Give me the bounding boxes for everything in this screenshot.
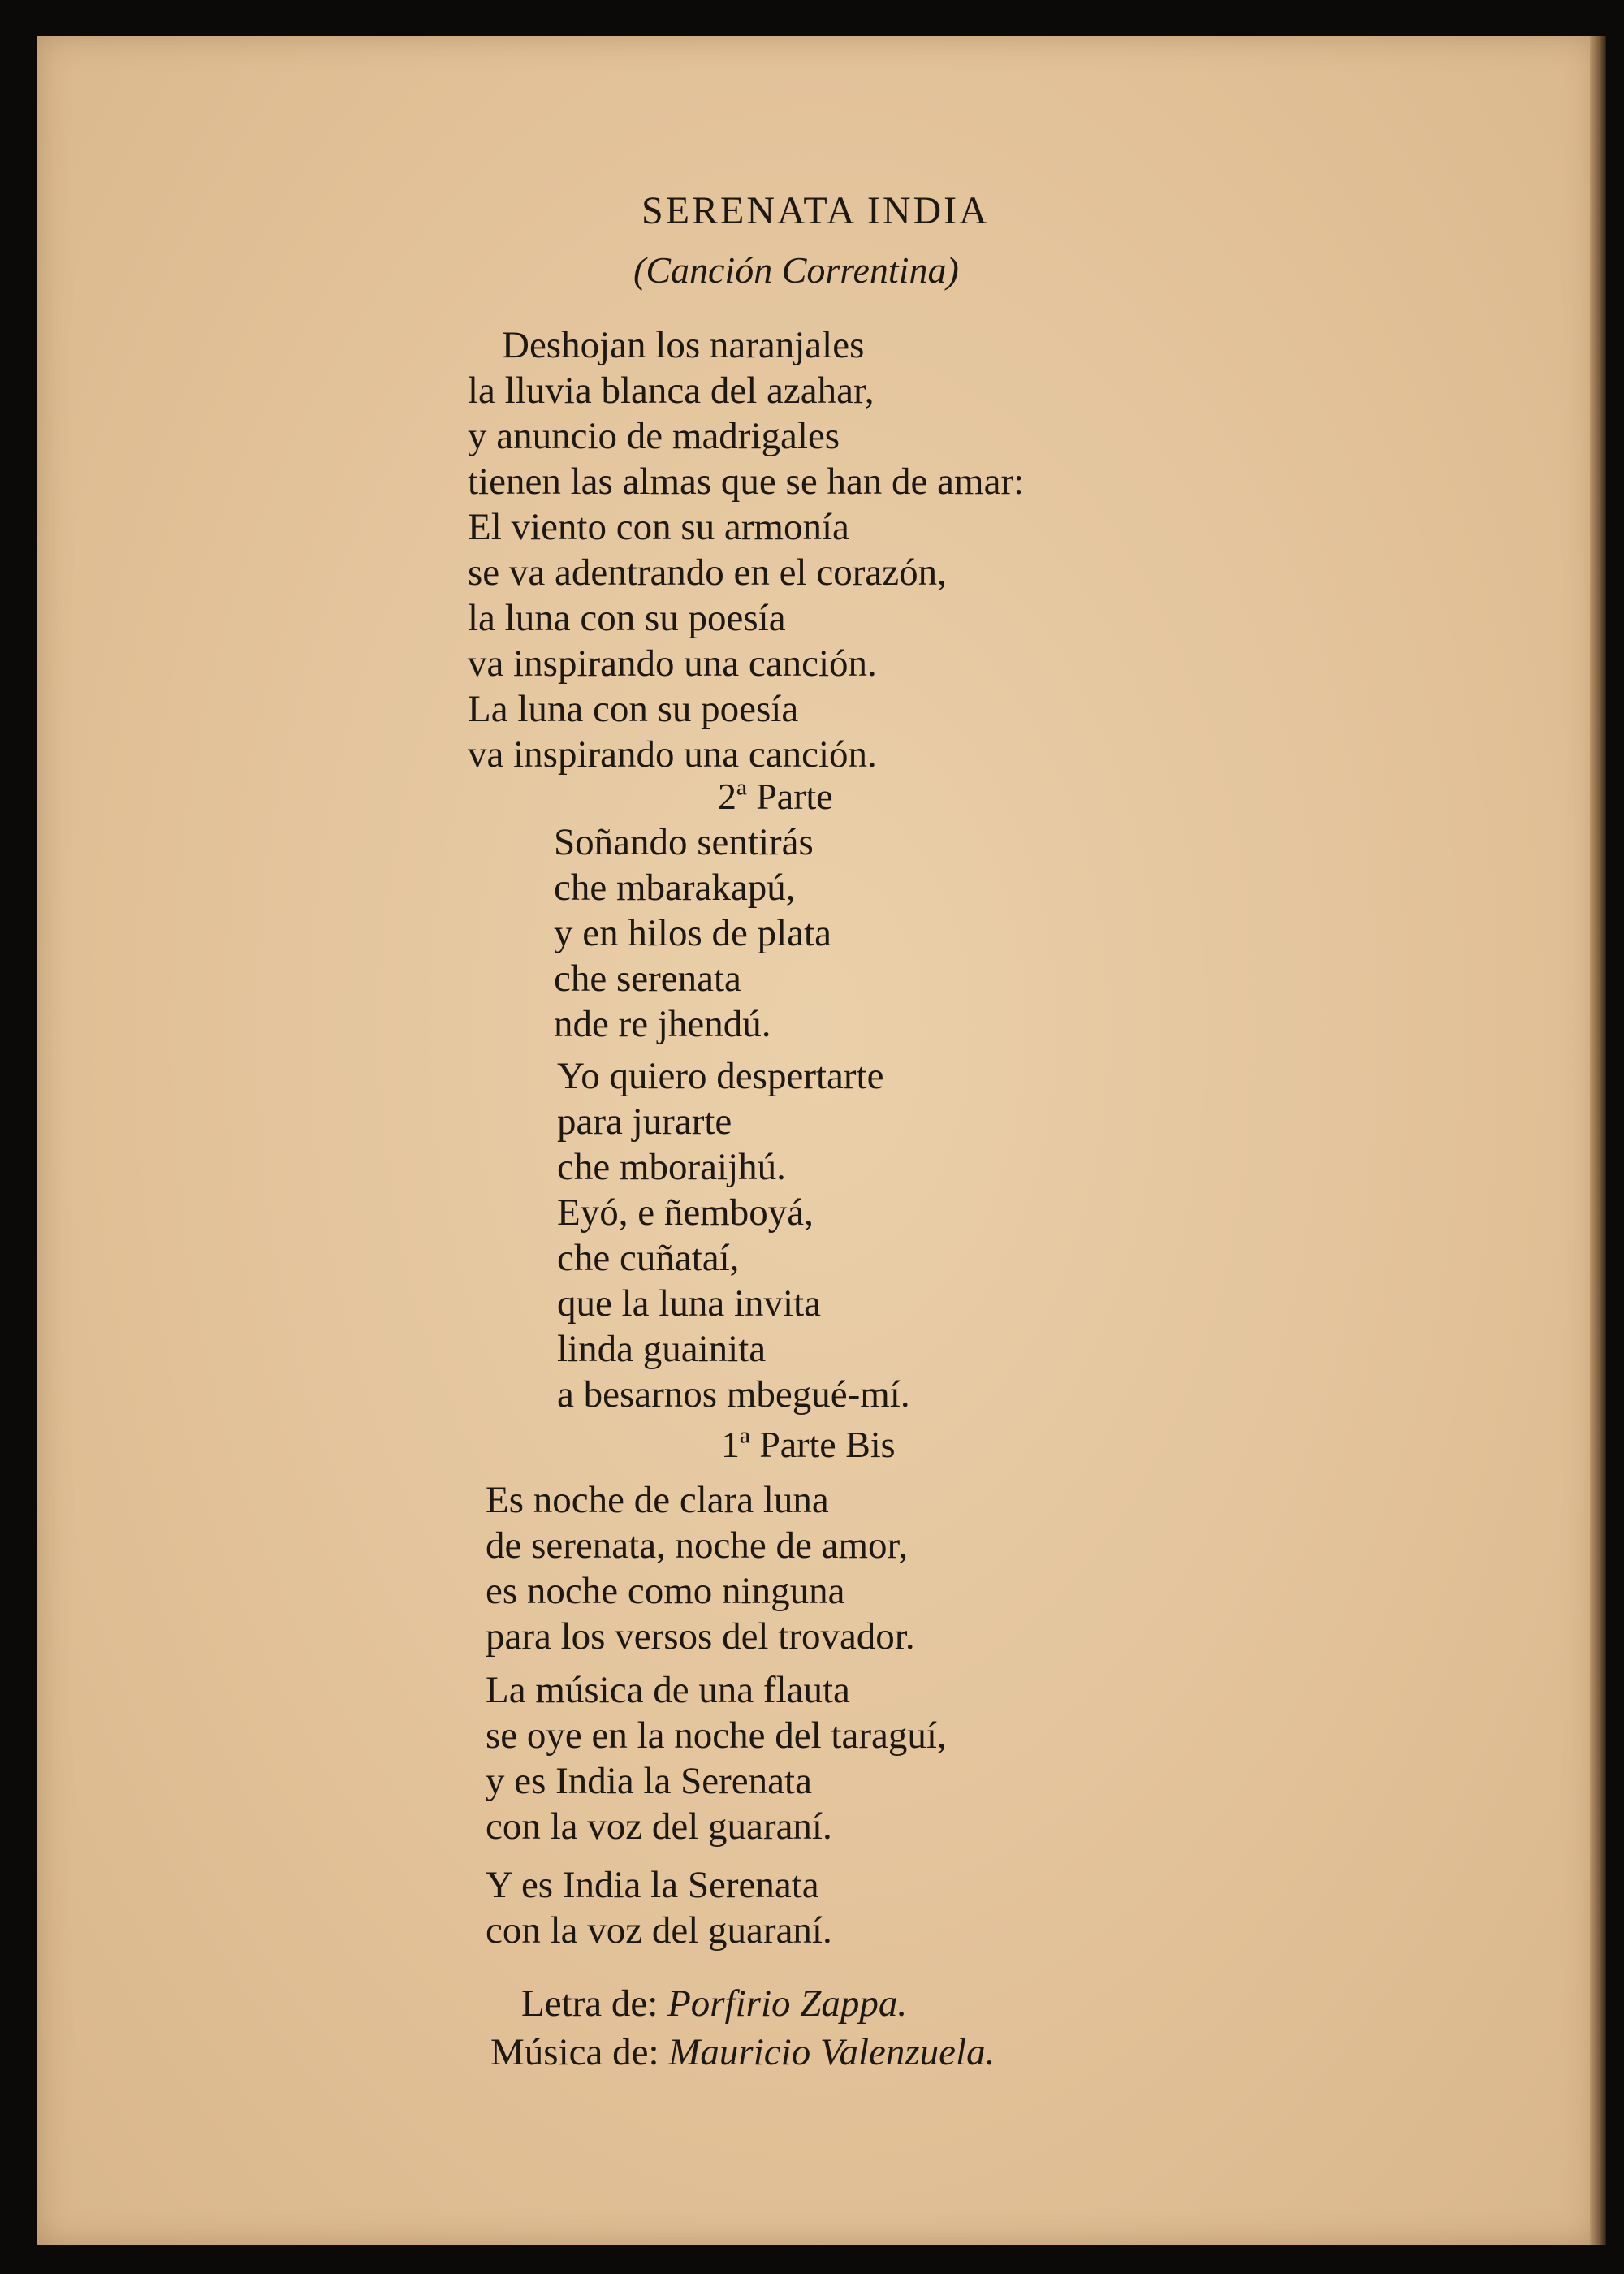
verse-line: es noche como ninguna xyxy=(486,1570,845,1612)
music-credit xyxy=(490,2031,996,2073)
song-subtitle: (Canción Correntina) xyxy=(633,249,959,291)
verse-line: che cuñataí, xyxy=(557,1237,740,1279)
verse-line: La música de una flauta xyxy=(486,1669,850,1711)
verse-line: Eyó, e ñemboyá, xyxy=(557,1191,814,1234)
verse-line: con la voz del guaraní. xyxy=(486,1909,832,1952)
section-heading: 2ª Parte xyxy=(718,776,833,817)
verse-line: que la luna invita xyxy=(557,1282,821,1325)
verse-line: con la voz del guaraní. xyxy=(486,1805,832,1848)
verse-line: y en hilos de plata xyxy=(554,912,831,954)
book-spine xyxy=(1590,36,1606,2245)
music-author: Mauricio Valenzuela. xyxy=(668,2031,996,2073)
verse-line: Es noche de clara luna xyxy=(486,1479,829,1521)
verse-line: la lluvia blanca del azahar, xyxy=(468,370,875,412)
verse-line: Yo quiero despertarte xyxy=(557,1055,884,1097)
lyrics-credit-label: Letra de: xyxy=(521,1982,659,2025)
verse-line: la luna con su poesía xyxy=(468,597,786,639)
section-heading: 1ª Parte Bis xyxy=(721,1424,896,1465)
verse-line: che mbarakapú, xyxy=(554,867,796,909)
verse-line: para los versos del trovador. xyxy=(486,1615,915,1658)
verse-line: Deshojan los naranjales xyxy=(502,324,865,366)
verse-line: che mboraijhú. xyxy=(557,1146,786,1188)
verse-line: para jurarte xyxy=(557,1100,732,1143)
lyrics-author: Porfirio Zappa. xyxy=(667,1982,908,2025)
verse-line: va inspirando una canción. xyxy=(468,642,877,685)
verse-line: Y es India la Serenata xyxy=(486,1864,819,1906)
verse-line: La luna con su poesía xyxy=(468,688,799,730)
song-title: SERENATA INDIA xyxy=(641,189,990,232)
music-credit-label: Música de: xyxy=(490,2031,659,2073)
verse-line: se va adentrando en el corazón, xyxy=(468,551,947,594)
verse-line: El viento con su armonía xyxy=(468,506,849,548)
verse-line: nde re jhendú. xyxy=(554,1003,771,1045)
verse-line: va inspirando una canción. xyxy=(468,733,877,776)
verse-line: che serenata xyxy=(554,958,741,1000)
lyrics-credit xyxy=(521,1982,908,2025)
verse-line: Soñando sentirás xyxy=(554,821,814,863)
verse-line: linda guainita xyxy=(557,1328,767,1370)
verse-line: tienen las almas que se han de amar: xyxy=(468,460,1025,503)
verse-line: a besarnos mbegué-mí. xyxy=(557,1373,910,1416)
verse-line: y anuncio de madrigales xyxy=(468,415,840,457)
verse-line: de serenata, noche de amor, xyxy=(486,1524,909,1567)
verse-line: se oye en la noche del taraguí, xyxy=(486,1714,947,1757)
verse-line: y es India la Serenata xyxy=(486,1760,812,1802)
book-page xyxy=(37,36,1596,2245)
